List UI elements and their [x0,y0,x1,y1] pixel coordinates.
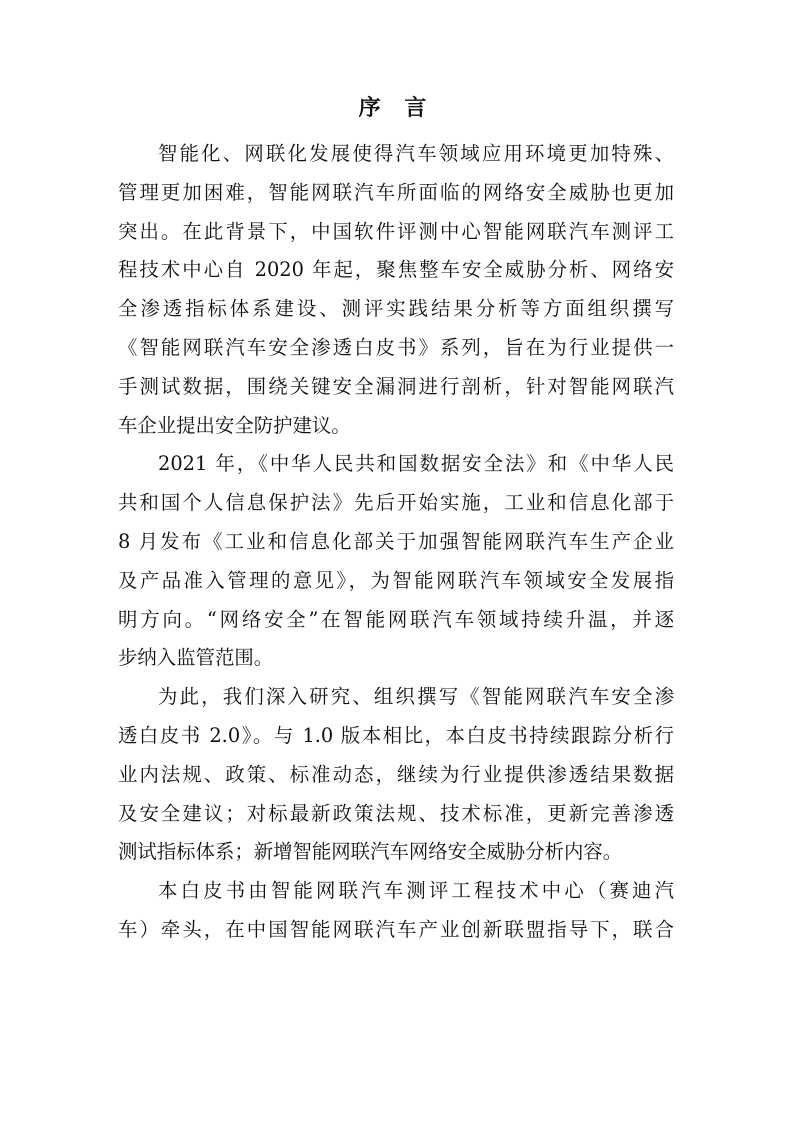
text-line: 8 月发布《工业和信息化部关于加强智能网联汽车生产企业 [118,529,674,553]
text-line: 《智能网联汽车安全渗透白皮书》系列，旨在为行业提供一 [118,335,674,359]
paragraph-1 [118,135,674,445]
text-line: 2021 年，《中华人民共和国数据安全法》和《中华人民 [158,452,674,476]
text-line: 突出。在此背景下，中国软件评测中心智能网联汽车测评工 [118,219,674,243]
text-line: 手测试数据，围绕关键安全漏洞进行剖析，针对智能网联汽 [118,374,674,398]
text-line: 透白皮书 2.0》。与 1.0 版本相比，本白皮书持续跟踪分析行 [118,723,674,747]
text-line: 智能化、网联化发展使得汽车领域应用环境更加特殊、 [158,142,674,165]
text-line: 业内法规、政策、标准动态，继续为行业提供渗透结果数据 [118,762,674,786]
text-line: 共和国个人信息保护法》先后开始实施，工业和信息化部于 [118,491,674,515]
text-line: 全渗透指标体系建设、测评实践结果分析等方面组织撰写 [118,297,674,321]
text-line: 程技术中心自 2020 年起，聚焦整车安全威胁分析、网络安 [118,258,674,282]
page-title: 序 言 [358,96,435,121]
text-line: 车）牵头，在中国智能网联汽车产业创新联盟指导下，联合 [118,917,674,941]
text-line: 管理更加困难，智能网联汽车所面临的网络安全威胁也更加 [118,180,674,204]
text-line: 及安全建议；对标最新政策法规、技术标准，更新完善渗透 [118,801,674,825]
body-text [118,135,674,950]
text-line: 明方向。“网络安全”在智能网联汽车领域持续升温，并逐 [118,607,674,631]
text-line: 为此，我们深入研究、组织撰写《智能网联汽车安全渗 [158,685,674,709]
text-line: 步纳入监管范围。 [118,646,274,670]
text-line: 测试指标体系；新增智能网联汽车网络安全威胁分析内容。 [118,840,623,864]
text-line: 及产品准入管理的意见》，为智能网联汽车领域安全发展指 [118,568,674,592]
paragraph-3 [118,678,674,872]
text-line: 车企业提出安全防护建议。 [118,413,351,437]
paragraph-2 [118,445,674,678]
text-line: 本白皮书由智能网联汽车测评工程技术中心（赛迪汽 [158,879,674,903]
paragraph-4 [118,872,674,950]
